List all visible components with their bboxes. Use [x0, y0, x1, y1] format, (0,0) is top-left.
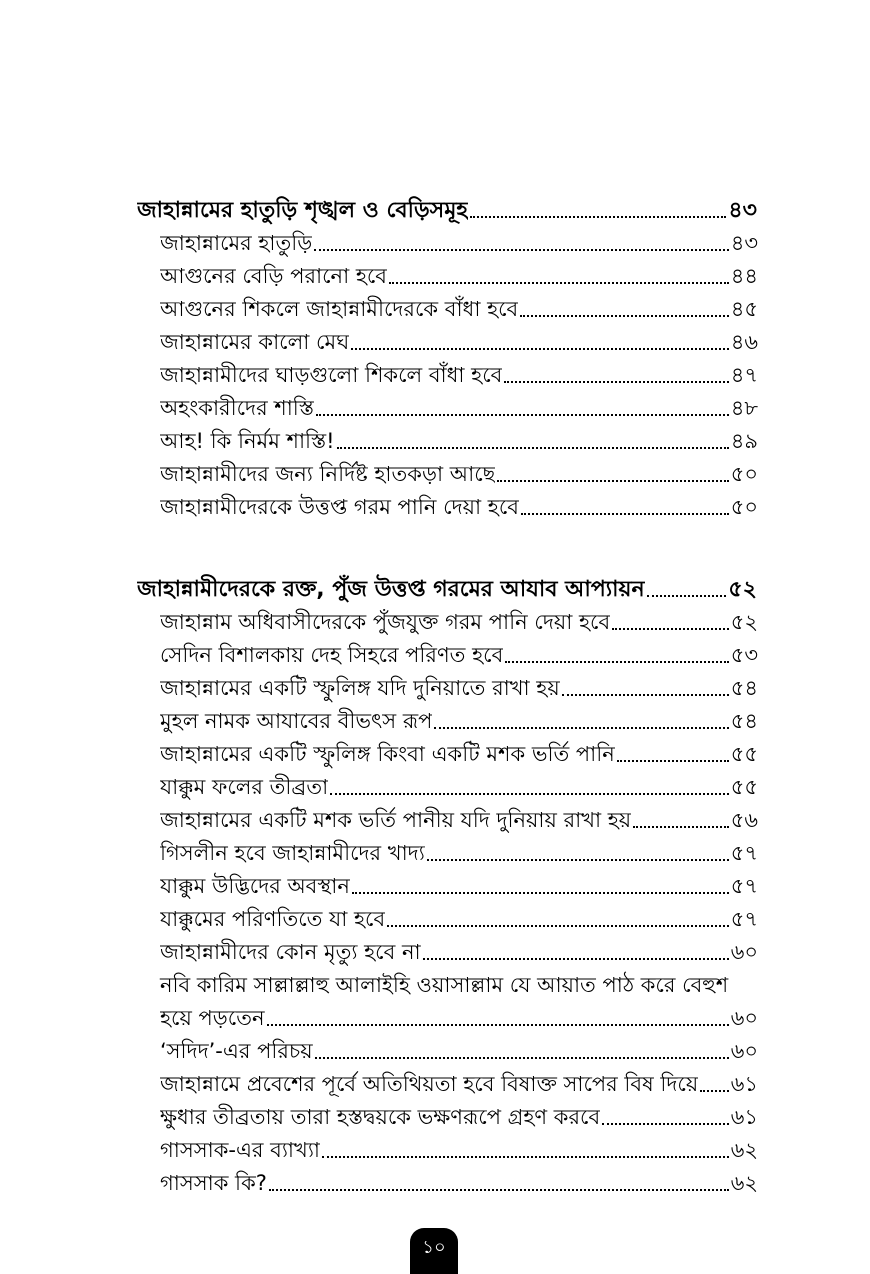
- item-title: গাসসাক-এর ব্যাখ্যা: [160, 1138, 320, 1162]
- toc-item: [160, 458, 758, 491]
- dot-leader: [322, 1156, 729, 1158]
- item-page: ৫৭: [730, 874, 758, 898]
- toc-item: [160, 227, 758, 260]
- item-page: ৫৬: [730, 808, 758, 832]
- item-title: জাহান্নামের একটি স্ফুলিঙ্গ কিংবা একটি মশক ভর্তি পানি: [160, 742, 615, 766]
- item-title: আহ! কি নির্মম শাস্তি!: [160, 429, 335, 453]
- item-title: গাসসাক কি?: [160, 1171, 267, 1195]
- item-title: যাক্কুম ফলের তীব্রতা: [160, 775, 329, 799]
- dot-leader: [389, 282, 729, 284]
- item-title: গিসলীন হবে জাহান্নামীদের খাদ্য: [160, 841, 425, 865]
- dot-leader: [602, 1123, 729, 1125]
- item-title: জাহান্নাম অধিবাসীদেরকে পুঁজযুক্ত গরম পানি দেয়া হবে: [160, 610, 611, 634]
- item-page: ৪৫: [730, 297, 758, 321]
- toc-item: [160, 606, 758, 639]
- item-page: ৫৭: [730, 907, 758, 931]
- dot-leader: [434, 727, 728, 729]
- item-title: জাহান্নামের একটি মশক ভর্তি পানীয় যদি দুনিয়ায় রাখা হয়: [160, 808, 632, 832]
- item-title: জাহান্নামে প্রবেশের পূর্বে অতিথিয়তা হবে বিষাক্ত সাপের বিষ দিয়ে: [160, 1072, 699, 1096]
- toc-item: [160, 771, 758, 804]
- dot-leader: [562, 694, 729, 696]
- toc-item: [160, 804, 758, 837]
- toc-item: [160, 260, 758, 293]
- item-page: ৫৫: [730, 742, 758, 766]
- toc-item: [160, 639, 758, 672]
- item-page: ৪৪: [730, 264, 758, 288]
- dot-leader: [612, 628, 729, 630]
- item-page: ৫৫: [730, 775, 758, 799]
- toc-item-wrapped-line2: [160, 1002, 758, 1035]
- section-heading: [137, 194, 757, 227]
- dot-leader: [267, 1024, 729, 1026]
- item-page: ৬১: [730, 1105, 758, 1129]
- dot-leader: [427, 859, 729, 861]
- item-title: জাহান্নামীদের জন্য নির্দিষ্ট হাতকড়া আছে: [160, 462, 496, 486]
- item-page: ৫৭: [730, 841, 758, 865]
- item-page: ৪৯: [730, 429, 758, 453]
- toc-item: [160, 293, 758, 326]
- item-title: আগুনের শিকলে জাহান্নামীদেরকে বাঁধা হবে: [160, 297, 519, 321]
- item-page: ৬২: [730, 1171, 758, 1195]
- item-page: ৬০: [730, 1006, 758, 1030]
- dot-leader: [387, 925, 729, 927]
- toc-item: [160, 837, 758, 870]
- item-page: ৫৪: [730, 676, 758, 700]
- item-title: সেদিন বিশালকায় দেহ সিহরে পরিণত হবে: [160, 643, 504, 667]
- dot-leader: [520, 315, 728, 317]
- item-title: জাহান্নামের হাতুড়ি: [160, 231, 313, 255]
- item-title: অহংকারীদের শাস্তি: [160, 396, 314, 420]
- item-page: ৫২: [730, 610, 758, 634]
- toc-item: [160, 1167, 758, 1200]
- item-title: ক্ষুধার তীব্রতায় তারা হস্তদ্বয়কে ভক্ষণরূপে গ্রহণ করবে: [160, 1105, 601, 1129]
- heading-title: জাহান্নামের হাতুড়ি শৃঙ্খল ও বেড়িসমূহ: [137, 198, 468, 223]
- dot-leader: [647, 595, 727, 597]
- item-page: ৪৭: [730, 363, 758, 387]
- item-page: ৬২: [730, 1138, 758, 1162]
- dot-leader: [351, 348, 729, 350]
- dot-leader: [314, 249, 728, 251]
- item-page: ৬১: [730, 1072, 758, 1096]
- toc-item: [160, 1101, 758, 1134]
- toc-item: [160, 359, 758, 392]
- toc-item: [160, 392, 758, 425]
- dot-leader: [497, 480, 728, 482]
- heading-title: জাহান্নামীদেরকে রক্ত, পুঁজ উত্তপ্ত গরমের আযাব আপ্যায়ন: [137, 577, 645, 602]
- item-page: ৬০: [730, 1039, 758, 1063]
- dot-leader: [316, 414, 729, 416]
- item-title: জাহান্নামীদেরকে উত্তপ্ত গরম পানি দেয়া হবে: [160, 495, 519, 519]
- item-title: জাহান্নামের কালো মেঘ: [160, 330, 350, 354]
- toc-item: [160, 738, 758, 771]
- item-page: ৪৩: [730, 231, 758, 255]
- toc-item: [160, 1068, 758, 1101]
- item-page: ৬০: [730, 940, 758, 964]
- item-title: আগুনের বেড়ি পরানো হবে: [160, 264, 387, 288]
- dot-leader: [269, 1189, 729, 1191]
- item-page: ৫৪: [730, 709, 758, 733]
- toc-item: [160, 672, 758, 705]
- toc-item: [160, 936, 758, 969]
- toc-item: [160, 1134, 758, 1167]
- dot-leader: [505, 661, 728, 663]
- dot-leader: [700, 1090, 729, 1092]
- toc-item: [160, 705, 758, 738]
- toc-item: [160, 870, 758, 903]
- item-title: যাক্কুমের পরিণতিতে যা হবে: [160, 907, 386, 931]
- dot-leader: [521, 513, 729, 515]
- item-page: ৪৬: [730, 330, 758, 354]
- toc-item: [160, 903, 758, 936]
- dot-leader: [337, 447, 729, 449]
- dot-leader: [633, 826, 729, 828]
- dot-leader: [352, 892, 729, 894]
- toc-item: [160, 1035, 758, 1068]
- item-page: ৫০: [730, 462, 758, 486]
- item-page: ৫৩: [730, 643, 758, 667]
- item-page: ৫০: [730, 495, 758, 519]
- item-title: যাক্কুম উদ্ভিদের অবস্থান: [160, 874, 350, 898]
- item-page: ৪৮: [730, 396, 758, 420]
- item-title: হয়ে পড়তেন: [160, 1006, 265, 1030]
- item-title: জাহান্নামীদের ঘাড়গুলো শিকলে বাঁধা হবে: [160, 363, 503, 387]
- dot-leader: [617, 760, 729, 762]
- dot-leader: [504, 381, 728, 383]
- item-title: জাহান্নামীদের কোন মৃত্যু হবে না: [160, 940, 421, 964]
- item-title: ‘সদিদ’-এর পরিচয়: [160, 1039, 313, 1063]
- toc-item: [160, 491, 758, 524]
- heading-page: ৫২: [728, 577, 757, 602]
- page-number-tab: [410, 1228, 458, 1274]
- section-heading: [137, 573, 757, 606]
- dot-leader: [315, 1057, 729, 1059]
- toc-item: [160, 326, 758, 359]
- page-number: ১০: [422, 1237, 446, 1258]
- item-title: মুহল নামক আযাবের বীভৎস রূপ: [160, 709, 433, 733]
- heading-page: ৪৩: [728, 198, 757, 223]
- toc-item: [160, 425, 758, 458]
- toc-item-wrapped-line1: নবি কারিম সাল্লাল্লাহু আলাইহি ওয়াসাল্লাম যে আয়াত পাঠ করে বেহুশ: [160, 973, 729, 997]
- dot-leader: [423, 958, 729, 960]
- dot-leader: [470, 216, 726, 218]
- dot-leader: [330, 793, 729, 795]
- item-title: জাহান্নামের একটি স্ফুলিঙ্গ যদি দুনিয়াতে রাখা হয়: [160, 676, 560, 700]
